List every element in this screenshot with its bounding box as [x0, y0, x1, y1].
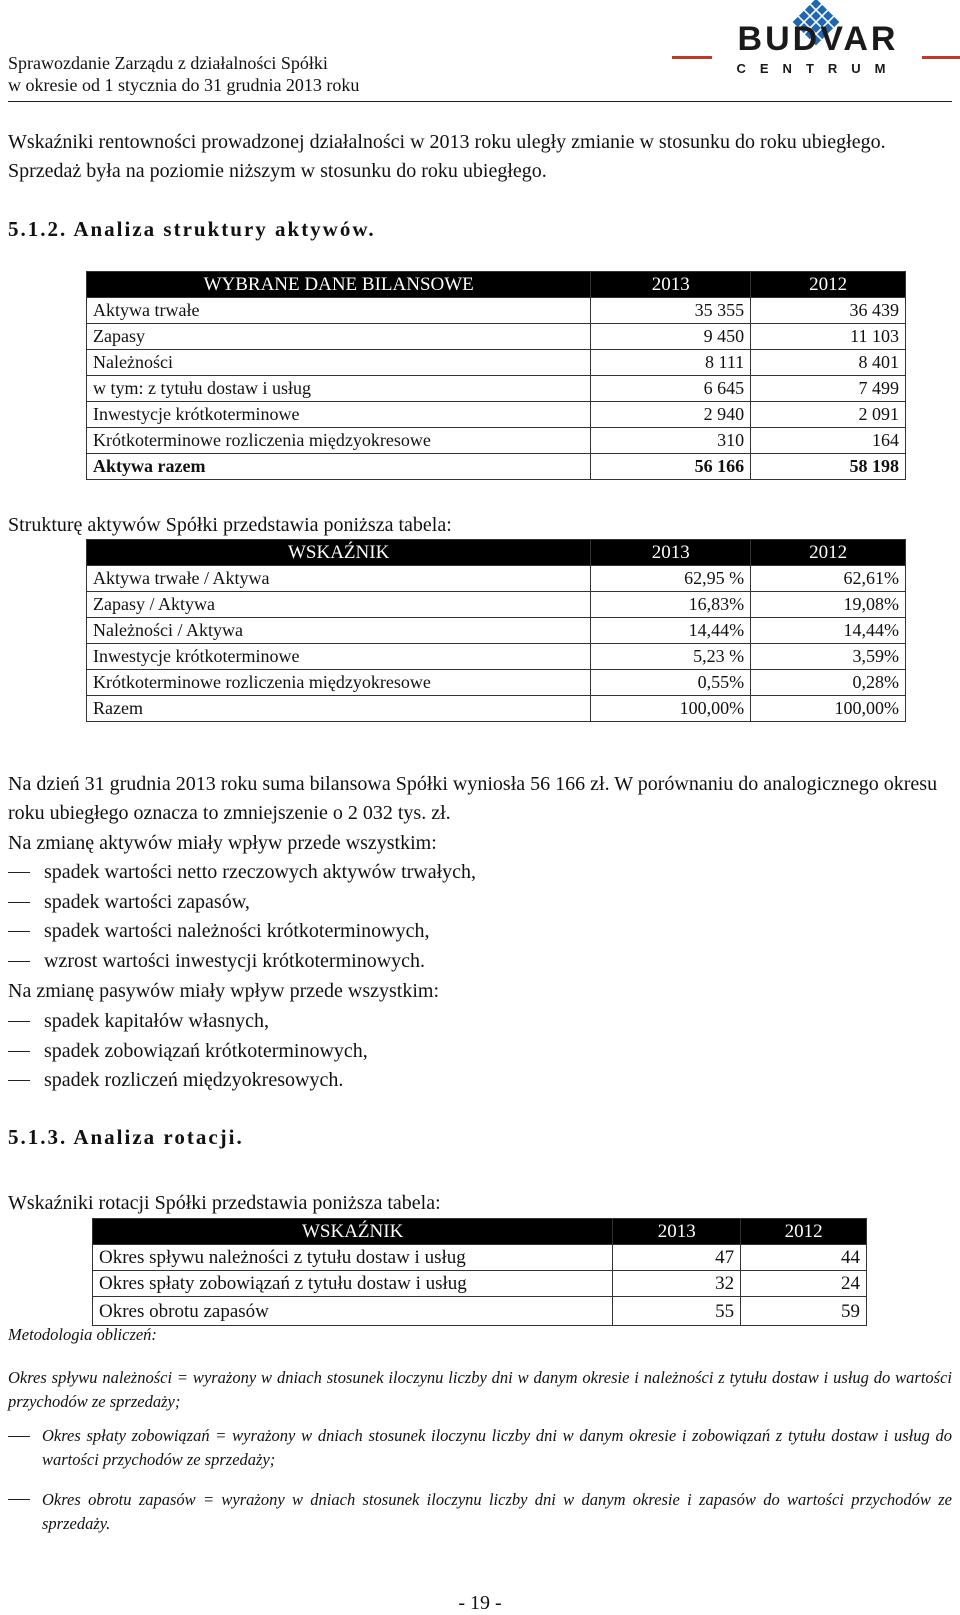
table-row — [87, 644, 906, 670]
header-line-2: w okresie od 1 stycznia do 31 grudnia 2013 roku — [8, 75, 360, 95]
header-divider — [8, 101, 952, 102]
row-label: Krótkoterminowe rozliczenia międzyokresowe — [87, 428, 591, 454]
table-header-cell: WYBRANE DANE BILANSOWE — [87, 272, 591, 298]
row-label: w tym: z tytułu dostaw i usług — [87, 376, 591, 402]
table-row — [93, 1297, 867, 1326]
methodology-liabilities: Okres spłaty zobowiązań = wyrażony w dniach stosunek iloczynu liczby dni w danym okresie i zobowiązań z tytułu dostaw i usług do wartości przychodów ze sprzedaży; — [42, 1426, 952, 1469]
value-2013: 14,44% — [591, 618, 751, 644]
value-2012: 0,28% — [751, 670, 906, 696]
row-label: Inwestycje krótkoterminowe — [87, 644, 591, 670]
dash-icon — [8, 872, 30, 873]
value-2012: 62,61% — [751, 566, 906, 592]
row-label: Należności / Aktywa — [87, 618, 591, 644]
row-label: Razem — [87, 696, 591, 722]
table-total-row — [87, 454, 906, 480]
dash-icon — [8, 1021, 30, 1022]
asset-structure-table — [86, 539, 906, 722]
value-2012: 36 439 — [751, 298, 906, 324]
balance-summary: Na dzień 31 grudnia 2013 roku suma bilansowa Spółki wyniosła 56 166 zł. W porównaniu do analogicznego okresu roku ubiegłego oznacza to zmniejszenie o 2 032 tys. zł. — [8, 773, 938, 824]
row-label: Okres obrotu zapasów — [93, 1297, 613, 1326]
table-header-cell: 2013 — [591, 540, 751, 566]
row-label: Okres spłaty zobowiązań z tytułu dostaw i usług — [93, 1271, 613, 1297]
value-2012: 164 — [751, 428, 906, 454]
table-header-cell: 2013 — [591, 272, 751, 298]
value-2013: 62,95 % — [591, 566, 751, 592]
table-row — [87, 696, 906, 722]
table-row — [87, 298, 906, 324]
value-2013: 8 111 — [591, 350, 751, 376]
value-2012: 2 091 — [751, 402, 906, 428]
assets-change-intro: Na zmianę aktywów miały wpływ przede wszystkim: — [8, 832, 437, 854]
page-number: - 19 - — [458, 1592, 502, 1614]
row-label: Należności — [87, 350, 591, 376]
intro-paragraph: Wskaźniki rentowności prowadzonej działalności w 2013 roku uległy zmianie w stosunku do roku ubiegłego. Sprzedaż była na poziomie niższym w stosunku do roku ubiegłego. — [8, 131, 886, 182]
table-header-cell: 2013 — [613, 1219, 741, 1245]
value-2012: 100,00% — [751, 696, 906, 722]
table-row — [87, 670, 906, 696]
dash-icon — [8, 1499, 30, 1500]
value-2013: 310 — [591, 428, 751, 454]
value-2013: 0,55% — [591, 670, 751, 696]
value-2013: 100,00% — [591, 696, 751, 722]
table-header-row — [87, 272, 906, 298]
table-header-cell: 2012 — [741, 1219, 867, 1245]
balance-sheet-table — [86, 271, 906, 480]
value-2013: 32 — [613, 1271, 741, 1297]
row-label: Aktywa trwałe — [87, 298, 591, 324]
dash-icon — [8, 902, 30, 903]
row-label: Inwestycje krótkoterminowe — [87, 402, 591, 428]
table-header-cell: WSKAŹNIK — [93, 1219, 613, 1245]
value-2012: 44 — [741, 1245, 867, 1271]
value-2013: 55 — [613, 1297, 741, 1326]
table-header-cell: 2012 — [751, 272, 906, 298]
value-2013: 35 355 — [591, 298, 751, 324]
table-row — [93, 1245, 867, 1271]
value-2013: 6 645 — [591, 376, 751, 402]
header-line-1: Sprawozdanie Zarządu z działalności Spółki — [8, 53, 328, 73]
rotation-table — [92, 1218, 867, 1326]
dash-icon — [8, 1051, 30, 1052]
document-header — [8, 52, 359, 96]
table-row — [87, 402, 906, 428]
liabilities-change-intro: Na zmianę pasywów miały wpływ przede wszystkim: — [8, 980, 440, 1002]
row-label: Zapasy / Aktywa — [87, 592, 591, 618]
value-2012: 8 401 — [751, 350, 906, 376]
table-row — [87, 566, 906, 592]
value-2012: 19,08% — [751, 592, 906, 618]
value-2012: 3,59% — [751, 644, 906, 670]
table-header-cell: 2012 — [751, 540, 906, 566]
dash-icon — [8, 961, 30, 962]
value-2012: 11 103 — [751, 324, 906, 350]
value-2012: 7 499 — [751, 376, 906, 402]
table-header-cell: WSKAŹNIK — [87, 540, 591, 566]
row-label: Krótkoterminowe rozliczenia międzyokresowe — [87, 670, 591, 696]
methodology-label: Metodologia obliczeń: — [8, 1325, 157, 1344]
table-header-row — [87, 540, 906, 566]
value-2012: 59 — [741, 1297, 867, 1326]
table-row — [87, 592, 906, 618]
dash-icon — [8, 931, 30, 932]
section-title-rotation: 5.1.3. Analiza rotacji. — [8, 1125, 244, 1149]
row-label: Okres spływu należności z tytułu dostaw i usług — [93, 1245, 613, 1271]
table-row — [87, 376, 906, 402]
value-2013: 2 940 — [591, 402, 751, 428]
value-2012: 14,44% — [751, 618, 906, 644]
row-label: Aktywa trwałe / Aktywa — [87, 566, 591, 592]
table-header-row — [93, 1219, 867, 1245]
value-2013: 5,23 % — [591, 644, 751, 670]
logo-text: BUDVAR — [737, 20, 899, 58]
table-row — [87, 428, 906, 454]
dash-icon — [8, 1080, 30, 1081]
document-page: Sprawozdanie Zarządu z działalności Spółki w okresie od 1 stycznia do 31 grudnia 2013 roku BUDVAR CENTRUM Wskaźniki rentowności prowadzonej działalności w 2013 roku uległy zmianie w stosunku do roku ubiegłego. Sprzedaż była na poziomie niższym w stosunku do roku ubiegłego. 5.1.2. Analiza struktury aktywów. WYBRANE DANE BILANSOWE 2013 2012 Aktywa trwałe 35 355 36 439 Zapasy 9 450 11 103 Należności 8 111 8 401 w tym: z tytułu dostaw i usług 6 645 7 499 Inwestycje krótkoterminowe 2 940 2 091 Krótkoterminowe rozliczenia międzyokresowe 310 164 Aktywa razem 56 166 58 198 Strukturę aktywów Spółki przedstawia poniższa tabela: WSKAŹNIK 2013 2012 Aktywa trwałe / Aktywa 62,95 % 62,61% Zapasy / Aktywa 16,83% 19,08% Należności / Aktywa 14,44% 14,44% Inwestycje krótkoterminowe 5,23 % 3,59% Krótkoterminowe rozliczenia międzyokresowe 0,55% 0,28% Razem 100,00% 100,00% Na dzień 31 grudnia 2013 roku suma bilansowa Spółki wyniosła 56 166 zł. W porównaniu do analogicznego okresu roku ubiegłego oznacza to zmniejszenie o 2 032 tys. zł. Na zmianę aktywów miały wpływ przede wszystkim: spadek wartości netto rzeczowych aktywów trwałych, spadek wartości zapasów, spadek wartości należności krótkoterminowych, wzrost wartości inwestycji krótkoterminowych. Na zmianę pasywów miały wpływ przede wszystkim: spadek kapitałów własnych, spadek zobowiązań krótkoterminowych, spadek rozliczeń międzyokresowych. 5.1.3. Analiza rotacji. Wskaźniki rotacji Spółki przedstawia poniższa tabela: WSKAŹNIK 2013 2012 Okres spływu należności z tytułu dostaw i usług 47 44 Okres spłaty zobowiązań z tytułu dostaw i usług 32 24 Okres obrotu zapasów 55 59 Metodologia obliczeń: Okres spływu należności = wyrażony w dniach stosunek iloczynu liczby dni w danym okresie i należności z tytułu dostaw i usług do wartości przychodów ze sprzedaży; Okres spłaty zobowiązań = wyrażony w dniach stosunek iloczynu liczby dni w danym okresie i zobowiązań z tytułu dostaw i usług do wartości przychodów ze sprzedaży; Okres obrotu zapasów = wyrażony w dniach stosunek iloczynu liczby dni w danym okresie i zapasów do wartości przychodów ze sprzedaży. - 19 - — [0, 0, 960, 1615]
table-row — [87, 350, 906, 376]
row-label: Zapasy — [87, 324, 591, 350]
table-row — [93, 1271, 867, 1297]
value-2013: 16,83% — [591, 592, 751, 618]
methodology-inventory: Okres obrotu zapasów = wyrażony w dniach stosunek iloczynu liczby dni w danym okresie i zapasów do wartości przychodów ze sprzedaży. — [42, 1490, 952, 1533]
table-row — [87, 324, 906, 350]
section-title-structure: 5.1.2. Analiza struktury aktywów. — [8, 217, 376, 241]
value-2013: 47 — [613, 1245, 741, 1271]
structure-lead: Strukturę aktywów Spółki przedstawia poniższa tabela: — [8, 514, 452, 536]
dash-icon — [8, 1436, 30, 1437]
value-2012: 24 — [741, 1271, 867, 1297]
row-label: Aktywa razem — [87, 454, 591, 480]
methodology-receivables: Okres spływu należności = wyrażony w dniach stosunek iloczynu liczby dni w danym okresie i należności z tytułu dostaw i usług do wartości przychodów ze sprzedaży; — [8, 1368, 952, 1411]
rotation-lead: Wskaźniki rotacji Spółki przedstawia poniższa tabela: — [8, 1192, 441, 1214]
value-2012: 58 198 — [751, 454, 906, 480]
table-row — [87, 618, 906, 644]
value-2013: 56 166 — [591, 454, 751, 480]
budvar-logo — [672, 0, 960, 82]
logo-subtext: CENTRUM — [736, 61, 900, 76]
value-2013: 9 450 — [591, 324, 751, 350]
